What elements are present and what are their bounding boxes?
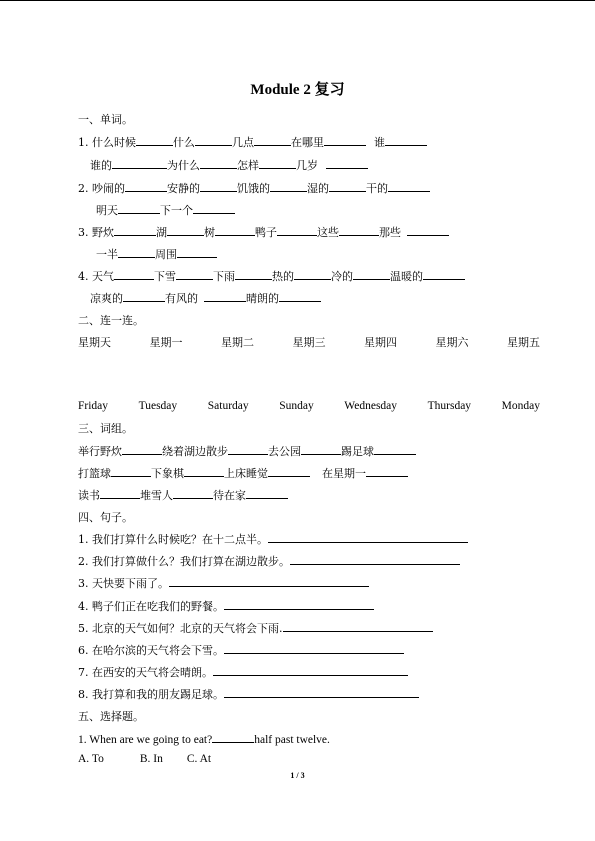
answer-blank[interactable] (301, 443, 341, 455)
word: 树 (204, 226, 215, 239)
answer-blank[interactable] (268, 531, 468, 543)
words-row-3b (96, 246, 217, 262)
answer-blank[interactable] (259, 157, 296, 169)
answer-blank[interactable] (176, 268, 213, 280)
word: 那些 (379, 226, 401, 239)
answer-blank[interactable] (228, 443, 268, 455)
sentence-item (78, 620, 433, 636)
word: 几点 (232, 136, 254, 149)
answer-blank[interactable] (184, 465, 224, 477)
answer-blank[interactable] (385, 134, 427, 146)
word: 鸭子 (255, 226, 277, 239)
sentence-text: 4. 鸭子们正在吃我们的野餐。 (78, 600, 224, 613)
answer-blank[interactable] (283, 620, 433, 632)
section-heading-phrases: 三、词组。 (78, 422, 133, 435)
option-c[interactable]: C. At (186, 753, 212, 765)
answer-blank[interactable] (423, 268, 465, 280)
answer-blank[interactable] (177, 246, 217, 258)
word: 有风的 (165, 292, 198, 305)
sentence-text: 1. 我们打算什么时候吃？在十二点半。 (78, 533, 268, 546)
sentence-item (78, 598, 374, 614)
sentence-item (78, 575, 369, 591)
word: 什么 (173, 136, 195, 149)
page-title: Module 2 复习 (250, 82, 345, 98)
answer-blank[interactable] (167, 224, 204, 236)
match-item-en[interactable]: Tuesday (138, 400, 178, 412)
answer-blank[interactable] (324, 134, 366, 146)
words-row-3 (78, 224, 449, 240)
phrases-row-3 (78, 487, 288, 503)
answer-blank[interactable] (294, 268, 331, 280)
word: 3. 野炊 (78, 226, 114, 239)
match-item-en[interactable]: Sunday (279, 400, 314, 412)
answer-blank[interactable] (246, 487, 288, 499)
word: 一半 (96, 248, 118, 261)
answer-blank[interactable] (112, 157, 167, 169)
answer-blank[interactable] (136, 134, 173, 146)
phrase: 打篮球 (78, 467, 111, 480)
match-item-zh[interactable]: 星期天 (78, 336, 111, 349)
phrase: 下象棋 (151, 467, 184, 480)
word: 热的 (272, 270, 294, 283)
choice-options (78, 753, 211, 765)
sentence-item (78, 664, 408, 680)
phrase: 举行野炊 (78, 445, 122, 458)
answer-blank[interactable] (388, 180, 430, 192)
phrase: 踢足球 (341, 445, 374, 458)
word: 周围 (155, 248, 177, 261)
option-a[interactable]: A. To (78, 753, 104, 765)
word: 在哪里 (291, 136, 324, 149)
match-item-zh[interactable]: 星期三 (292, 336, 326, 349)
answer-blank[interactable] (204, 290, 246, 302)
word: 冷的 (331, 270, 353, 283)
word: 这些 (317, 226, 339, 239)
option-b[interactable]: B. In (139, 753, 163, 765)
answer-blank[interactable] (118, 246, 155, 258)
words-row-4b (90, 290, 321, 306)
words-row-2 (78, 180, 430, 196)
weekday-chinese-row (78, 334, 540, 350)
phrase: 堆雪人 (140, 489, 173, 502)
word: 湖 (156, 226, 167, 239)
answer-blank[interactable] (114, 224, 156, 236)
word: 干的 (366, 182, 388, 195)
answer-blank[interactable] (290, 553, 460, 565)
section-heading-sentences: 四、句子。 (78, 511, 133, 524)
word: 安静的 (167, 182, 200, 195)
answer-blank[interactable] (224, 686, 419, 698)
sentence-item (78, 642, 404, 658)
answer-blank[interactable] (374, 443, 416, 455)
word: 谁 (374, 136, 385, 149)
answer-blank[interactable] (268, 465, 310, 477)
answer-blank[interactable] (114, 268, 154, 280)
question-text: half past twelve. (254, 734, 330, 746)
match-item-en[interactable]: Friday (78, 400, 109, 412)
answer-blank[interactable] (366, 465, 408, 477)
phrases-row-1 (78, 443, 416, 459)
answer-blank[interactable] (193, 202, 235, 214)
phrase: 待在家 (213, 489, 246, 502)
word: 温暖的 (390, 270, 423, 283)
answer-blank[interactable] (100, 487, 140, 499)
section-heading-words: 一、单词。 (78, 113, 133, 126)
answer-blank[interactable] (353, 268, 390, 280)
word: 明天 (96, 204, 118, 217)
sentence-item (78, 553, 460, 569)
weekday-english-row (78, 400, 540, 412)
word: 下一个 (160, 204, 193, 217)
answer-blank[interactable] (123, 290, 165, 302)
answer-blank[interactable] (407, 224, 449, 236)
question-text: 1. When are we going to eat? (78, 734, 213, 746)
match-item-zh[interactable]: 星期四 (364, 336, 397, 349)
word: 凉爽的 (90, 292, 123, 305)
answer-blank[interactable] (213, 664, 408, 676)
sentence-item (78, 531, 468, 547)
sentence-text: 2. 我们打算做什么？我们打算在湖边散步。 (78, 555, 290, 568)
answer-blank[interactable] (122, 443, 162, 455)
answer-blank[interactable] (270, 180, 307, 192)
phrases-row-2 (78, 465, 408, 481)
phrase: 上床睡觉 (224, 467, 268, 480)
phrase: 在星期一 (322, 467, 366, 480)
match-item-zh[interactable]: 星期六 (435, 336, 469, 349)
words-row-1 (78, 134, 427, 150)
match-item-zh[interactable]: 星期五 (507, 336, 540, 349)
answer-blank[interactable] (212, 731, 254, 743)
answer-blank[interactable] (195, 134, 232, 146)
answer-blank[interactable] (200, 180, 237, 192)
answer-blank[interactable] (339, 224, 379, 236)
answer-blank[interactable] (215, 224, 255, 236)
word: 几岁 (296, 159, 318, 172)
answer-blank[interactable] (169, 575, 369, 587)
words-row-2b (96, 202, 235, 218)
sentence-text: 5. 北京的天气如何？北京的天气将会下雨. (78, 622, 283, 635)
answer-blank[interactable] (224, 598, 374, 610)
answer-blank[interactable] (329, 180, 366, 192)
word: 晴朗的 (246, 292, 279, 305)
word: 为什么 (167, 159, 200, 172)
answer-blank[interactable] (254, 134, 291, 146)
match-item-en[interactable]: Monday (501, 400, 540, 412)
answer-blank[interactable] (125, 180, 167, 192)
word: 1. 什么时候 (78, 136, 136, 149)
words-row-1b (90, 157, 368, 173)
page-number: 1 / 3 (290, 771, 305, 780)
sentence-text: 6. 在哈尔滨的天气将会下雪。 (78, 644, 224, 657)
answer-blank[interactable] (279, 290, 321, 302)
sentence-text: 3. 天快要下雨了。 (78, 577, 169, 590)
top-rule (0, 0, 595, 1)
phrase: 绕着湖边散步 (162, 445, 228, 458)
word: 谁的 (90, 159, 112, 172)
answer-blank[interactable] (200, 157, 237, 169)
answer-blank[interactable] (235, 268, 272, 280)
word: 4. 天气 (78, 270, 114, 283)
match-item-en[interactable]: Wednesday (344, 400, 398, 412)
word: 下雨 (213, 270, 235, 283)
match-item-en[interactable]: Thursday (427, 400, 472, 412)
word: 饥饿的 (237, 182, 270, 195)
word: 湿的 (307, 182, 329, 195)
match-item-zh[interactable]: 星期二 (221, 336, 254, 349)
answer-blank[interactable] (326, 157, 368, 169)
phrase: 去公园 (268, 445, 301, 458)
choice-question-1 (78, 731, 330, 746)
answer-blank[interactable] (173, 487, 213, 499)
answer-blank[interactable] (224, 642, 404, 654)
word: 下雪 (154, 270, 176, 283)
answer-blank[interactable] (277, 224, 317, 236)
phrase: 读书 (78, 489, 100, 502)
section-heading-match: 二、连一连。 (78, 314, 144, 327)
sentence-item (78, 686, 419, 702)
words-row-4 (78, 268, 465, 284)
section-heading-choice: 五、选择题。 (78, 710, 144, 723)
answer-blank[interactable] (111, 465, 151, 477)
match-item-zh[interactable]: 星期一 (149, 336, 183, 349)
sentence-text: 7. 在西安的天气将会晴朗。 (78, 666, 213, 679)
sentence-text: 8. 我打算和我的朋友踢足球。 (78, 688, 224, 701)
word: 2. 吵闹的 (78, 182, 125, 195)
match-item-en[interactable]: Saturday (207, 400, 249, 412)
answer-blank[interactable] (118, 202, 160, 214)
word: 怎样 (237, 159, 259, 172)
